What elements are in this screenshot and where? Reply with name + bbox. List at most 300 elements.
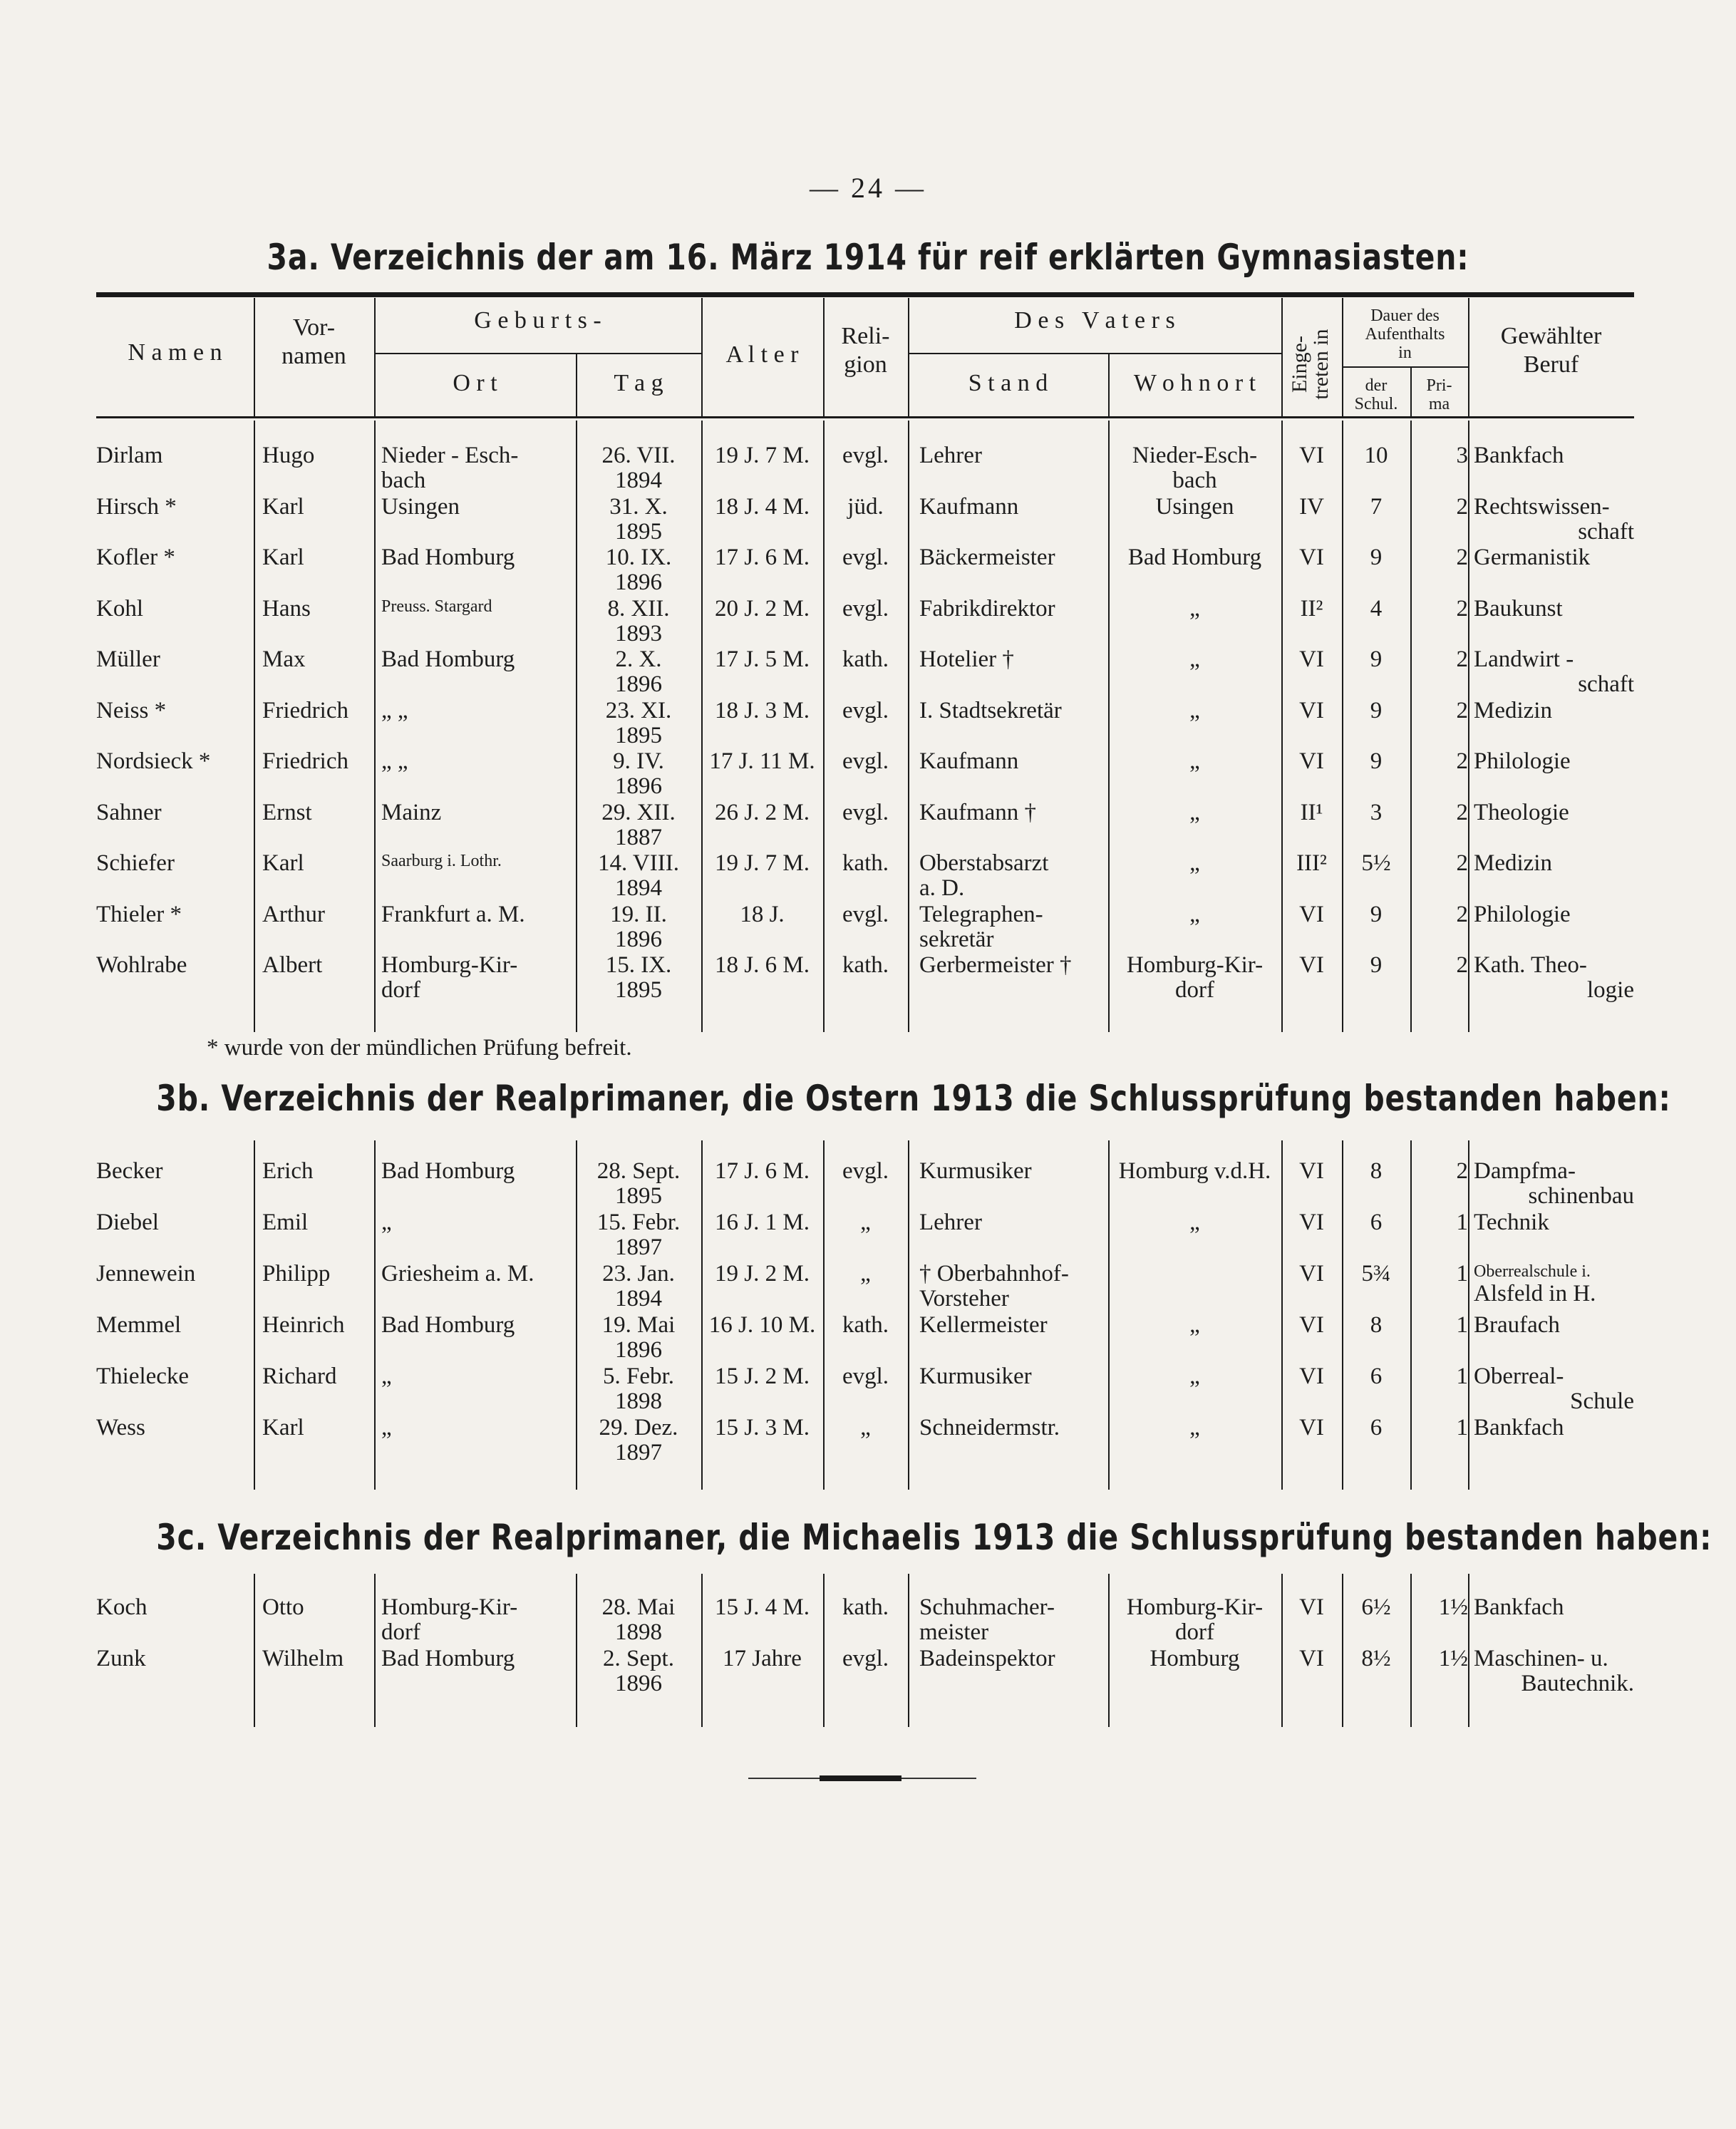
cell-beruf (1474, 1159, 1634, 1209)
cell-prima: 2 (1456, 1158, 1468, 1184)
cell-line: Homburg-Kir- (381, 1594, 518, 1620)
cell-line: 1893 (615, 620, 662, 646)
header-tag: T a g (614, 370, 663, 396)
cell-line: Homburg-Kir- (1126, 952, 1264, 978)
header-der-line1: der (1365, 376, 1388, 395)
cell-line: Schuhmacher- (919, 1594, 1055, 1620)
cell-tag (576, 1313, 701, 1363)
cell-prima: 1 (1456, 1210, 1468, 1235)
cell-line: Braufach (1474, 1312, 1560, 1338)
cell-religion: evgl. (842, 901, 889, 927)
header-religion-line1: Reli- (841, 323, 890, 349)
cell-schule: 9 (1370, 901, 1383, 927)
cell-stand (919, 851, 1108, 901)
cell-ort (381, 749, 576, 774)
cell-line: 2. Sept. (603, 1646, 674, 1671)
cell-line: Bad Homburg (381, 1646, 515, 1671)
cell-line: Technik (1474, 1210, 1549, 1235)
header-des-vaters: D e s V a t e r s (1014, 307, 1175, 334)
cell-alter: 17 J. 5 M. (715, 646, 810, 672)
cell-line: Hotelier † (919, 646, 1014, 672)
cell-alter: 17 J. 11 M. (709, 748, 815, 774)
header-prima-line2: ma (1428, 395, 1450, 413)
header-stand: S t a n d (968, 370, 1048, 396)
cell-line: „ „ (381, 697, 408, 723)
cell-stand (919, 902, 1108, 952)
cell-line: logie (1587, 977, 1634, 1003)
cell-religion: kath. (842, 1594, 889, 1620)
cell-line: „ „ (381, 748, 408, 774)
cell-line: „ (1189, 799, 1200, 825)
cell-vorname: Hugo (262, 443, 315, 468)
cell-ort (381, 1595, 576, 1645)
cell-prima: 2 (1456, 595, 1468, 622)
cell-line: Homburg-Kir- (381, 952, 518, 978)
cell-religion: evgl. (842, 697, 889, 723)
cell-line: Usingen (381, 493, 460, 520)
cell-tag (576, 597, 701, 646)
cell-stand (919, 1364, 1108, 1389)
cell-line: 19. II. (610, 901, 667, 927)
cell-line: „ (1189, 646, 1200, 672)
cell-ort (381, 1210, 576, 1235)
cell-line: Schule (1570, 1388, 1634, 1414)
cell-eingetreten: VI (1299, 646, 1324, 672)
cell-beruf (1474, 1595, 1634, 1620)
cell-line: Gerbermeister † (919, 952, 1072, 978)
cell-line: „ (1189, 1312, 1200, 1338)
cell-prima: 2 (1456, 697, 1468, 723)
header-geburts: G e b u r t s - (474, 307, 601, 334)
cell-line: 1894 (615, 468, 662, 493)
header-dauer-line3: in (1398, 344, 1412, 362)
cell-line: Bad Homburg (381, 545, 515, 570)
cell-schule: 10 (1364, 443, 1388, 468)
cell-line: „ (1189, 595, 1200, 622)
cell-eingetreten: III² (1296, 850, 1327, 876)
cell-stand (919, 443, 1108, 468)
cell-eingetreten: II² (1300, 595, 1323, 622)
cell-line: 14. VIII. (598, 850, 679, 876)
body-col-line (374, 1140, 376, 1490)
cell-beruf (1474, 597, 1634, 622)
cell-line: Oberstabsarzt (919, 850, 1049, 876)
cell-line: bach (1172, 468, 1217, 493)
cell-line: 29. XII. (601, 799, 676, 825)
cell-name: Dirlam (96, 443, 163, 468)
cell-line: Kaufmann † (919, 799, 1037, 825)
cell-line: Germanistik (1474, 545, 1591, 570)
body-col-line (254, 1574, 255, 1727)
cell-eingetreten: VI (1299, 443, 1324, 468)
header-prima-line1: Pri- (1426, 376, 1452, 395)
cell-vorname: Arthur (262, 901, 325, 927)
cell-tag (576, 647, 701, 697)
body-col-line (1468, 1140, 1469, 1490)
cell-schule: 9 (1370, 545, 1383, 570)
cell-alter: 19 J. 7 M. (715, 850, 810, 876)
cell-line: 9. IV. (613, 748, 664, 774)
cell-religion: kath. (842, 952, 889, 978)
cell-ort (381, 1313, 576, 1338)
cell-line: „ (1189, 697, 1200, 723)
cell-line: Dampfma- (1474, 1158, 1576, 1184)
cell-line: 1896 (615, 773, 662, 799)
cell-vorname: Richard (262, 1364, 337, 1389)
cell-line: 1898 (615, 1388, 662, 1414)
cell-line: 15. IX. (605, 952, 672, 978)
header-religion (823, 322, 908, 379)
cell-beruf (1474, 902, 1634, 927)
cell-line: Baukunst (1474, 595, 1563, 622)
cell-name: Hirsch * (96, 493, 177, 520)
body-col-line (254, 421, 255, 1032)
cell-vorname: Friedrich (262, 697, 348, 723)
page-number: — 24 — (810, 172, 926, 204)
cell-line: schinenbau (1528, 1183, 1634, 1209)
cell-beruf (1474, 1262, 1634, 1306)
cell-name: Neiss * (96, 697, 167, 723)
cell-beruf (1474, 545, 1634, 570)
cell-vorname: Heinrich (262, 1312, 345, 1338)
cell-name: Koch (96, 1594, 148, 1620)
cell-beruf (1474, 749, 1634, 774)
cell-alter: 16 J. 10 M. (708, 1312, 816, 1338)
cell-ort (381, 545, 576, 570)
body-col-line (1468, 421, 1469, 1032)
cell-stand (919, 1210, 1108, 1235)
cell-religion: kath. (842, 1312, 889, 1338)
cell-alter: 16 J. 1 M. (715, 1210, 810, 1235)
cell-wohnort (1108, 1646, 1281, 1671)
cell-line: Kaufmann (919, 493, 1019, 520)
cell-schule: 9 (1370, 646, 1383, 672)
cell-line: Kaufmann (919, 748, 1019, 774)
cell-schule: 9 (1370, 697, 1383, 723)
cell-tag (576, 1416, 701, 1465)
cell-line: „ (1189, 901, 1200, 927)
cell-line: 26. VII. (601, 443, 676, 468)
closing-divider-center (820, 1775, 901, 1781)
cell-ort (381, 495, 576, 520)
cell-name: Müller (96, 646, 160, 672)
cell-religion: „ (860, 1261, 871, 1287)
cell-line: 23. XI. (605, 697, 672, 723)
cell-religion: kath. (842, 646, 889, 672)
cell-prima: 1½ (1438, 1594, 1468, 1620)
cell-line: Maschinen- u. (1474, 1646, 1608, 1671)
cell-tag (576, 1159, 701, 1209)
cell-vorname: Albert (262, 952, 323, 978)
cell-alter: 26 J. 2 M. (715, 799, 810, 825)
header-beruf-line2: Beruf (1523, 351, 1579, 378)
cell-line: Kurmusiker (919, 1158, 1032, 1184)
cell-line: Bäckermeister (919, 545, 1055, 570)
cell-tag (576, 1210, 701, 1260)
cell-ort (381, 1159, 576, 1184)
cell-name: Thieler * (96, 901, 182, 927)
cell-prima: 2 (1456, 952, 1468, 978)
cell-name: Zunk (96, 1646, 146, 1671)
cell-line: sekretär (919, 926, 994, 952)
cell-religion: kath. (842, 850, 889, 876)
cell-alter: 17 Jahre (723, 1646, 802, 1671)
cell-line: Kath. Theo- (1474, 952, 1587, 978)
cell-line: Medizin (1474, 850, 1552, 876)
cell-line: 8. XII. (607, 595, 670, 622)
cell-tag (576, 1646, 701, 1696)
cell-vorname: Karl (262, 493, 304, 520)
cell-line: Vorsteher (919, 1286, 1009, 1311)
cell-schule: 6½ (1361, 1594, 1391, 1620)
cell-line: 1897 (615, 1234, 662, 1260)
cell-line: Schneidermstr. (919, 1415, 1060, 1440)
cell-religion: evgl. (842, 748, 889, 774)
cell-schule: 5¾ (1361, 1261, 1391, 1287)
cell-eingetreten: VI (1299, 545, 1324, 570)
cell-line: † Oberbahnhof- (919, 1261, 1069, 1287)
cell-alter: 15 J. 3 M. (715, 1415, 810, 1440)
cell-stand (919, 1646, 1108, 1671)
header-religion-line2: gion (844, 351, 887, 378)
cell-eingetreten: VI (1299, 1646, 1324, 1671)
header-subrule (908, 353, 1281, 354)
cell-alter: 18 J. 3 M. (715, 697, 810, 723)
cell-ort (381, 1262, 576, 1287)
cell-vorname: Wilhelm (262, 1646, 344, 1671)
cell-line: „ (1189, 1415, 1200, 1440)
cell-line: „ (381, 1415, 392, 1440)
cell-stand (919, 1595, 1108, 1645)
cell-ort (381, 1416, 576, 1440)
cell-schule: 6 (1370, 1364, 1383, 1389)
cell-line: 1898 (615, 1619, 662, 1645)
cell-alter: 17 J. 6 M. (715, 1158, 810, 1184)
cell-schule: 9 (1370, 748, 1383, 774)
cell-name: Thielecke (96, 1364, 190, 1389)
header-eingetreten-line2: treten in (1309, 329, 1333, 400)
cell-stand (919, 495, 1108, 520)
cell-alter: 15 J. 4 M. (715, 1594, 810, 1620)
header-rule-bottom (96, 416, 1634, 418)
cell-eingetreten: VI (1299, 1158, 1324, 1184)
cell-line: Bad Homburg (1127, 545, 1262, 570)
cell-vorname: Karl (262, 850, 304, 876)
cell-line: 10. IX. (605, 545, 672, 570)
cell-schule: 3 (1370, 799, 1383, 825)
cell-eingetreten: VI (1299, 1415, 1324, 1440)
cell-line: Kurmusiker (919, 1364, 1032, 1389)
cell-name: Memmel (96, 1312, 182, 1338)
cell-eingetreten: VI (1299, 1312, 1324, 1338)
header-eingetreten-line1: Einge- (1288, 336, 1311, 393)
cell-line: 1896 (615, 1671, 662, 1696)
cell-line: 2. X. (615, 646, 662, 672)
cell-line: Philologie (1474, 901, 1571, 927)
cell-line: 31. X. (609, 493, 668, 520)
cell-line: schaft (1578, 671, 1634, 697)
cell-vorname: Max (262, 646, 306, 672)
cell-line: „ (381, 1364, 392, 1389)
cell-ort (381, 800, 576, 825)
cell-name: Kohl (96, 595, 143, 622)
cell-vorname: Hans (262, 595, 311, 622)
cell-vorname: Philipp (262, 1261, 331, 1287)
cell-line: 1895 (615, 722, 662, 748)
cell-religion: evgl. (842, 443, 889, 468)
cell-stand (919, 1159, 1108, 1184)
cell-name: Sahner (96, 799, 162, 825)
cell-beruf (1474, 1210, 1634, 1235)
cell-line: Bad Homburg (381, 1158, 515, 1184)
cell-eingetreten: IV (1299, 493, 1324, 520)
cell-ort (381, 443, 576, 493)
cell-religion: evgl. (842, 1158, 889, 1184)
cell-ort (381, 1364, 576, 1389)
cell-wohnort (1108, 495, 1281, 520)
cell-eingetreten: VI (1299, 748, 1324, 774)
header-beruf (1468, 322, 1634, 379)
cell-line: Homburg v.d.H. (1118, 1158, 1271, 1184)
header-der-line2: Schul. (1354, 395, 1398, 413)
cell-vorname: Ernst (262, 799, 312, 825)
cell-alter: 15 J. 2 M. (715, 1364, 810, 1389)
cell-tag (576, 1364, 701, 1414)
cell-vorname: Karl (262, 545, 304, 570)
cell-alter: 19 J. 7 M. (715, 443, 810, 468)
cell-prima: 1½ (1438, 1646, 1468, 1671)
cell-tag (576, 953, 701, 1003)
cell-line: 5. Febr. (603, 1364, 674, 1389)
cell-prima: 2 (1456, 799, 1468, 825)
cell-wohnort (1108, 1416, 1281, 1440)
cell-beruf (1474, 1646, 1634, 1696)
cell-alter: 18 J. 6 M. (715, 952, 810, 978)
cell-line: Lehrer (919, 1210, 982, 1235)
cell-line: „ (1189, 850, 1200, 876)
cell-line: Alsfeld in H. (1474, 1281, 1596, 1306)
cell-eingetreten: VI (1299, 1261, 1324, 1287)
body-col-line (908, 1140, 909, 1490)
cell-stand (919, 1416, 1108, 1440)
cell-religion: „ (860, 1210, 871, 1235)
cell-line: „ (1189, 1364, 1200, 1389)
cell-name: Wohlrabe (96, 952, 187, 978)
cell-line: Bad Homburg (381, 646, 515, 672)
cell-wohnort (1108, 443, 1281, 493)
cell-line: bach (381, 468, 426, 493)
cell-religion: evgl. (842, 1646, 889, 1671)
cell-beruf (1474, 647, 1634, 697)
cell-line: Philologie (1474, 748, 1571, 774)
cell-tag (576, 749, 701, 799)
cell-beruf (1474, 495, 1634, 545)
cell-stand (919, 647, 1108, 672)
cell-tag (576, 1262, 701, 1311)
cell-prima: 2 (1456, 748, 1468, 774)
cell-line: 1895 (615, 518, 662, 545)
cell-wohnort (1108, 1364, 1281, 1389)
cell-name: Nordsieck * (96, 748, 211, 774)
cell-line: dorf (381, 977, 420, 1003)
cell-tag (576, 902, 701, 952)
cell-line: Homburg-Kir- (1126, 1594, 1264, 1620)
cell-wohnort (1108, 545, 1281, 570)
cell-line: 1896 (615, 569, 662, 595)
cell-line: Bankfach (1474, 1594, 1564, 1620)
cell-line: 19. Mai (601, 1312, 676, 1338)
cell-eingetreten: VI (1299, 697, 1324, 723)
cell-line: Telegraphen- (919, 901, 1043, 927)
header-vornamen-line2: namen (281, 343, 346, 369)
cell-alter: 17 J. 6 M. (715, 545, 810, 570)
cell-wohnort (1108, 597, 1281, 622)
cell-line: Mainz (381, 799, 442, 825)
cell-ort (381, 902, 576, 927)
cell-name: Becker (96, 1158, 163, 1184)
cell-schule: 8½ (1361, 1646, 1391, 1671)
cell-prima: 2 (1456, 646, 1468, 672)
cell-line: dorf (1175, 1619, 1214, 1645)
cell-schule: 7 (1370, 493, 1383, 520)
cell-beruf (1474, 1364, 1634, 1414)
cell-wohnort (1108, 647, 1281, 672)
cell-wohnort (1108, 1159, 1281, 1184)
header-wohnort: W o h n o r t (1133, 370, 1256, 396)
cell-line: 1887 (615, 824, 662, 850)
cell-tag (576, 495, 701, 545)
cell-wohnort (1108, 851, 1281, 876)
cell-wohnort (1108, 902, 1281, 927)
body-col-line (254, 1140, 255, 1490)
header-alter: A l t e r (725, 341, 799, 368)
cell-eingetreten: VI (1299, 1210, 1324, 1235)
header-ort: O r t (453, 370, 497, 396)
cell-religion: evgl. (842, 595, 889, 622)
header-dauer (1342, 306, 1468, 362)
cell-schule: 6 (1370, 1210, 1383, 1235)
cell-wohnort (1108, 800, 1281, 825)
cell-line: Lehrer (919, 443, 982, 468)
cell-stand (919, 699, 1108, 723)
cell-line: Bankfach (1474, 443, 1564, 468)
header-subrule (374, 353, 701, 354)
header-der-schul (1342, 376, 1410, 413)
cell-line: „ (1189, 1210, 1200, 1235)
body-col-line (374, 1574, 376, 1727)
cell-prima: 2 (1456, 493, 1468, 520)
cell-line: schaft (1578, 518, 1634, 545)
header-subrule (1342, 366, 1468, 368)
cell-line: Bautechnik. (1521, 1671, 1634, 1696)
cell-wohnort (1108, 1595, 1281, 1645)
cell-religion: evgl. (842, 545, 889, 570)
cell-alter: 20 J. 2 M. (715, 595, 810, 622)
cell-line: 15. Febr. (596, 1210, 681, 1235)
body-col-line (908, 421, 909, 1032)
cell-religion: evgl. (842, 1364, 889, 1389)
cell-line: Saarburg i. Lothr. (381, 852, 502, 870)
cell-stand (919, 1313, 1108, 1338)
cell-line: 1894 (615, 875, 662, 901)
cell-line: Griesheim a. M. (381, 1261, 534, 1287)
cell-stand (919, 1262, 1108, 1311)
header-vornamen (254, 314, 374, 371)
cell-schule: 5½ (1361, 850, 1391, 876)
cell-line: „ (381, 1210, 392, 1235)
cell-line: I. Stadtsekretär (919, 697, 1062, 723)
header-col-line (1281, 298, 1283, 416)
